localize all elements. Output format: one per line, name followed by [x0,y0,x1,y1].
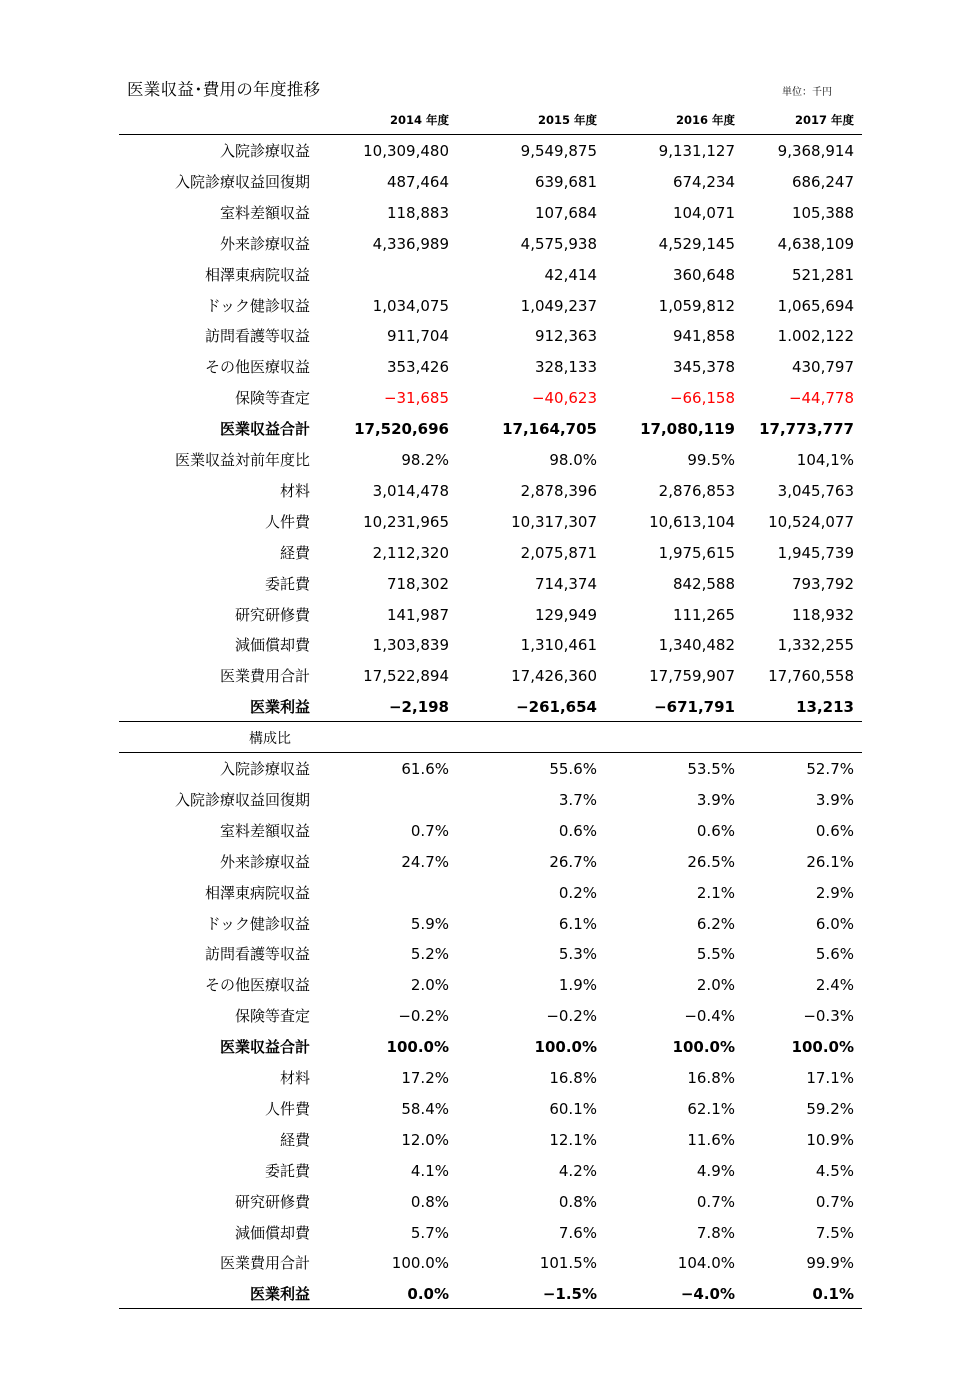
row-value: 639,681 [534,172,597,191]
row-value: 129,949 [534,605,597,624]
page-title: 医業収益･費用の年度推移 [127,80,321,99]
row-value: 4,336,989 [372,234,449,253]
row-value: 104,071 [672,203,735,222]
row-label: 経費 [279,1130,310,1149]
row-value: 12.1% [549,1130,597,1149]
row-value: 345,378 [672,358,735,377]
row-value: 4,638,109 [777,234,854,253]
row-value: 105,388 [791,203,854,222]
row-value: 1,303,839 [372,636,449,655]
row-value: 5.9% [410,914,449,933]
row-label: 医業利益 [249,698,310,717]
row-value: 5.3% [558,945,597,964]
row-value: 5.2% [410,945,449,964]
row-value: 17,522,894 [363,667,449,686]
row-value: 100.0% [534,1038,597,1057]
table-row [0,167,980,198]
row-label: 外来診療収益 [219,234,310,253]
table-row [0,970,980,1001]
row-label: 保険等査定 [234,1007,310,1026]
row-value: 4.1% [410,1161,449,1180]
row-value: 5.5% [696,945,735,964]
row-label: 室料差額収益 [219,821,310,840]
table-row [0,785,980,816]
row-value: 99.9% [806,1254,854,1273]
row-value: 674,234 [672,172,735,191]
table-row [0,939,980,970]
row-label: 入院診療収益回復期 [174,172,310,191]
row-value: 6.1% [558,914,597,933]
row-value: 1,059,812 [658,296,735,315]
row-value: 793,792 [791,574,854,593]
row-value: 0.2% [558,883,597,902]
row-value: 0.1% [812,1285,854,1304]
row-value: 2,876,853 [658,481,735,500]
row-value: −4.0% [680,1285,735,1304]
table-row [0,909,980,940]
table-row [0,445,980,476]
row-value: 714,374 [534,574,597,593]
row-label: ドック健診収益 [205,914,310,933]
row-value: 3,014,478 [372,481,449,500]
row-value: 0.6% [558,821,597,840]
year-header-2014: 2014 年度 [389,113,449,127]
row-value: 59.2% [806,1099,854,1118]
row-label: 相澤東病院収益 [204,265,310,284]
row-label: 医業収益対前年度比 [174,451,310,469]
row-value: 2.4% [815,976,854,995]
row-value: 10,231,965 [363,512,449,531]
row-label: 入院診療収益 [219,142,310,160]
year-header-2015: 2015 年度 [537,113,597,127]
row-value: 0.0% [407,1285,449,1304]
row-label: 医業利益 [249,1285,310,1304]
table-row [0,569,980,600]
unit-label: 単位：千円 [782,87,832,98]
table-row [0,538,980,569]
row-value: 1,340,482 [658,636,735,655]
row-value: 686,247 [791,172,854,191]
row-value: 912,363 [534,327,597,346]
row-value: 10,524,077 [768,512,854,531]
row-value: 98.2% [401,451,449,469]
row-value: 1,310,461 [520,636,597,655]
table-row [0,692,980,723]
row-value: 1,049,237 [520,296,597,315]
table-row [0,1248,980,1279]
table-row [0,321,980,352]
row-value: 104.0% [677,1254,735,1273]
row-value: 100.0% [672,1038,735,1057]
row-value: 10.9% [806,1130,854,1149]
row-value: 487,464 [386,172,449,191]
row-value: 26.7% [549,852,597,871]
row-value: 100.0% [791,1038,854,1057]
table-row [0,136,980,167]
row-value: 4.2% [558,1161,597,1180]
row-value: 0.8% [410,1192,449,1211]
row-value: −31,685 [383,389,449,408]
row-value: 3.7% [558,790,597,809]
row-value: 17,426,360 [511,667,597,686]
row-value: 11.6% [687,1130,735,1149]
row-label: 訪問看護等収益 [204,327,310,346]
row-value: 328,133 [534,358,597,377]
row-value: −2,198 [388,698,449,717]
row-value: 17,773,777 [759,420,854,439]
row-value: 53.5% [687,760,735,778]
row-value: 60.1% [549,1099,597,1118]
row-value: −261,654 [516,698,597,717]
row-value: 4.5% [815,1161,854,1180]
row-value: 107,684 [534,203,597,222]
row-label: 医業収益合計 [219,420,310,439]
table-row [0,816,980,847]
row-value: 52.7% [806,760,854,778]
row-label: 研究研修費 [234,1192,310,1211]
row-value: 9,549,875 [520,142,597,160]
table-row [0,1094,980,1125]
row-value: 5.6% [815,945,854,964]
row-value: 941,858 [672,327,735,346]
table-row [0,291,980,322]
row-label: 減価償却費 [234,1223,310,1242]
row-label: 外来診療収益 [219,852,310,871]
table-row [0,1218,980,1249]
table-row [0,198,980,229]
row-value: 99.5% [687,451,735,469]
row-value: 5.7% [410,1223,449,1242]
row-value: 718,302 [386,574,449,593]
row-value: 16.8% [687,1069,735,1087]
table-row [0,630,980,661]
row-value: 104,1% [796,451,854,469]
row-value: 1,975,615 [658,543,735,562]
row-value: −40,623 [531,389,597,408]
table-row [0,1279,980,1310]
table-row [0,1125,980,1156]
table-row [0,260,980,291]
table-row [0,847,980,878]
table-row [0,661,980,692]
row-value: 61.6% [401,760,449,778]
table-row [0,1187,980,1218]
row-value: 0.7% [696,1192,735,1211]
row-value: 10,309,480 [363,142,449,160]
row-value: 0.8% [558,1192,597,1211]
table-row [0,352,980,383]
section-divider-top [119,721,862,722]
row-value: 100.0% [391,1254,449,1273]
row-value: 111,265 [672,605,735,624]
row-value: 7.5% [815,1223,854,1242]
row-value: 12.0% [401,1130,449,1149]
row-value: 13,213 [796,698,854,717]
row-value: 1.9% [558,976,597,995]
row-value: 360,648 [672,265,735,284]
row-value: 430,797 [791,358,854,377]
table-row [0,1032,980,1063]
row-value: 17,080,119 [640,420,735,439]
row-value: −44,778 [788,389,854,408]
row-label: 人件費 [264,512,310,531]
row-label: 室料差額収益 [219,203,310,222]
row-label: その他医療収益 [204,976,310,995]
row-value: 842,588 [672,574,735,593]
row-value: −0.2% [546,1007,597,1026]
row-label: 材料 [279,1069,310,1087]
row-value: 4,575,938 [520,234,597,253]
row-value: 16.8% [549,1069,597,1087]
row-value: −0.4% [684,1007,735,1026]
row-value: 353,426 [386,358,449,377]
row-label: 医業費用合計 [219,1254,310,1273]
row-value: 7.6% [558,1223,597,1242]
row-value: 0.6% [815,821,854,840]
row-label: 入院診療収益 [219,760,310,778]
row-label: 訪問看護等収益 [204,945,310,964]
row-value: 10,317,307 [511,512,597,531]
row-value: 6.2% [696,914,735,933]
table-row [0,507,980,538]
row-value: 521,281 [791,265,854,284]
row-value: 2,878,396 [520,481,597,500]
row-value: 1,065,694 [777,296,854,315]
row-label: 医業収益合計 [219,1038,310,1057]
row-value: 911,704 [386,327,449,346]
table-row [0,1063,980,1094]
table-row [0,1001,980,1032]
row-value: 100.0% [386,1038,449,1057]
row-value: 17.2% [401,1069,449,1087]
row-value: −66,158 [669,389,735,408]
row-value: 1,034,075 [372,296,449,315]
row-value: 55.6% [549,760,597,778]
table-row [0,754,980,785]
row-value: 26.5% [687,852,735,871]
row-value: 3,045,763 [777,481,854,500]
row-label: 委託費 [264,1161,310,1180]
row-label: 医業費用合計 [219,667,310,686]
row-label: 研究研修費 [234,605,310,624]
row-label: その他医療収益 [204,358,310,377]
row-label: 人件費 [264,1099,310,1118]
table-row [0,878,980,909]
row-label: 減価償却費 [234,636,310,655]
row-value: 0.6% [696,821,735,840]
row-value: −0.2% [398,1007,449,1026]
row-value: 17,520,696 [354,420,449,439]
row-value: 2.0% [696,976,735,995]
row-value: 58.4% [401,1099,449,1118]
table-row [0,414,980,445]
row-value: 4,529,145 [658,234,735,253]
row-value: 2.9% [815,883,854,902]
row-value: −0.3% [803,1007,854,1026]
row-label: ドック健診収益 [205,296,310,315]
table-row [0,600,980,631]
row-label: 材料 [279,481,310,500]
row-value: 118,932 [791,605,854,624]
row-value: 26.1% [806,852,854,871]
row-value: 17,164,705 [502,420,597,439]
row-value: 62.1% [687,1099,735,1118]
row-value: 42,414 [544,265,597,284]
row-value: 1,945,739 [777,543,854,562]
row-value: 1,332,255 [777,636,854,655]
row-value: −671,791 [654,698,735,717]
year-header-2017: 2017 年度 [794,113,854,127]
row-value: 2.1% [696,883,735,902]
table-bottom-line [119,1308,862,1309]
row-value: 2,112,320 [372,543,449,562]
row-value: 98.0% [549,451,597,469]
row-value: 17,759,907 [649,667,735,686]
row-value: 7.8% [696,1223,735,1242]
row-value: 101.5% [539,1254,597,1273]
header-divider [119,134,862,135]
row-label: 委託費 [264,574,310,593]
row-value: 6.0% [815,914,854,933]
row-value: 9,131,127 [658,142,735,160]
row-value: 2.0% [410,976,449,995]
table-row [0,476,980,507]
row-value: 17,760,558 [768,667,854,686]
row-value: 3.9% [696,790,735,809]
row-value: 24.7% [401,852,449,871]
table-row [0,383,980,414]
section-divider-bottom [119,752,862,753]
row-value: 10,613,104 [649,512,735,531]
row-value: 0.7% [815,1192,854,1211]
row-label: 入院診療収益回復期 [174,790,310,809]
table-row [0,1156,980,1187]
row-value: 141,987 [386,605,449,624]
row-value: 4.9% [696,1161,735,1180]
row-value: −1.5% [542,1285,597,1304]
table-row [0,229,980,260]
row-value: 9,368,914 [777,142,854,160]
row-value: 3.9% [815,790,854,809]
composition-ratio-label: 構成比 [249,731,291,747]
row-value: 0.7% [410,821,449,840]
row-value: 1.002,122 [777,327,854,346]
row-value: 118,883 [386,203,449,222]
row-value: 2,075,871 [520,543,597,562]
year-header-2016: 2016 年度 [675,113,735,127]
row-value: 17.1% [806,1069,854,1087]
row-label: 相澤東病院収益 [204,883,310,902]
row-label: 保険等査定 [234,389,310,408]
row-label: 経費 [279,543,310,562]
